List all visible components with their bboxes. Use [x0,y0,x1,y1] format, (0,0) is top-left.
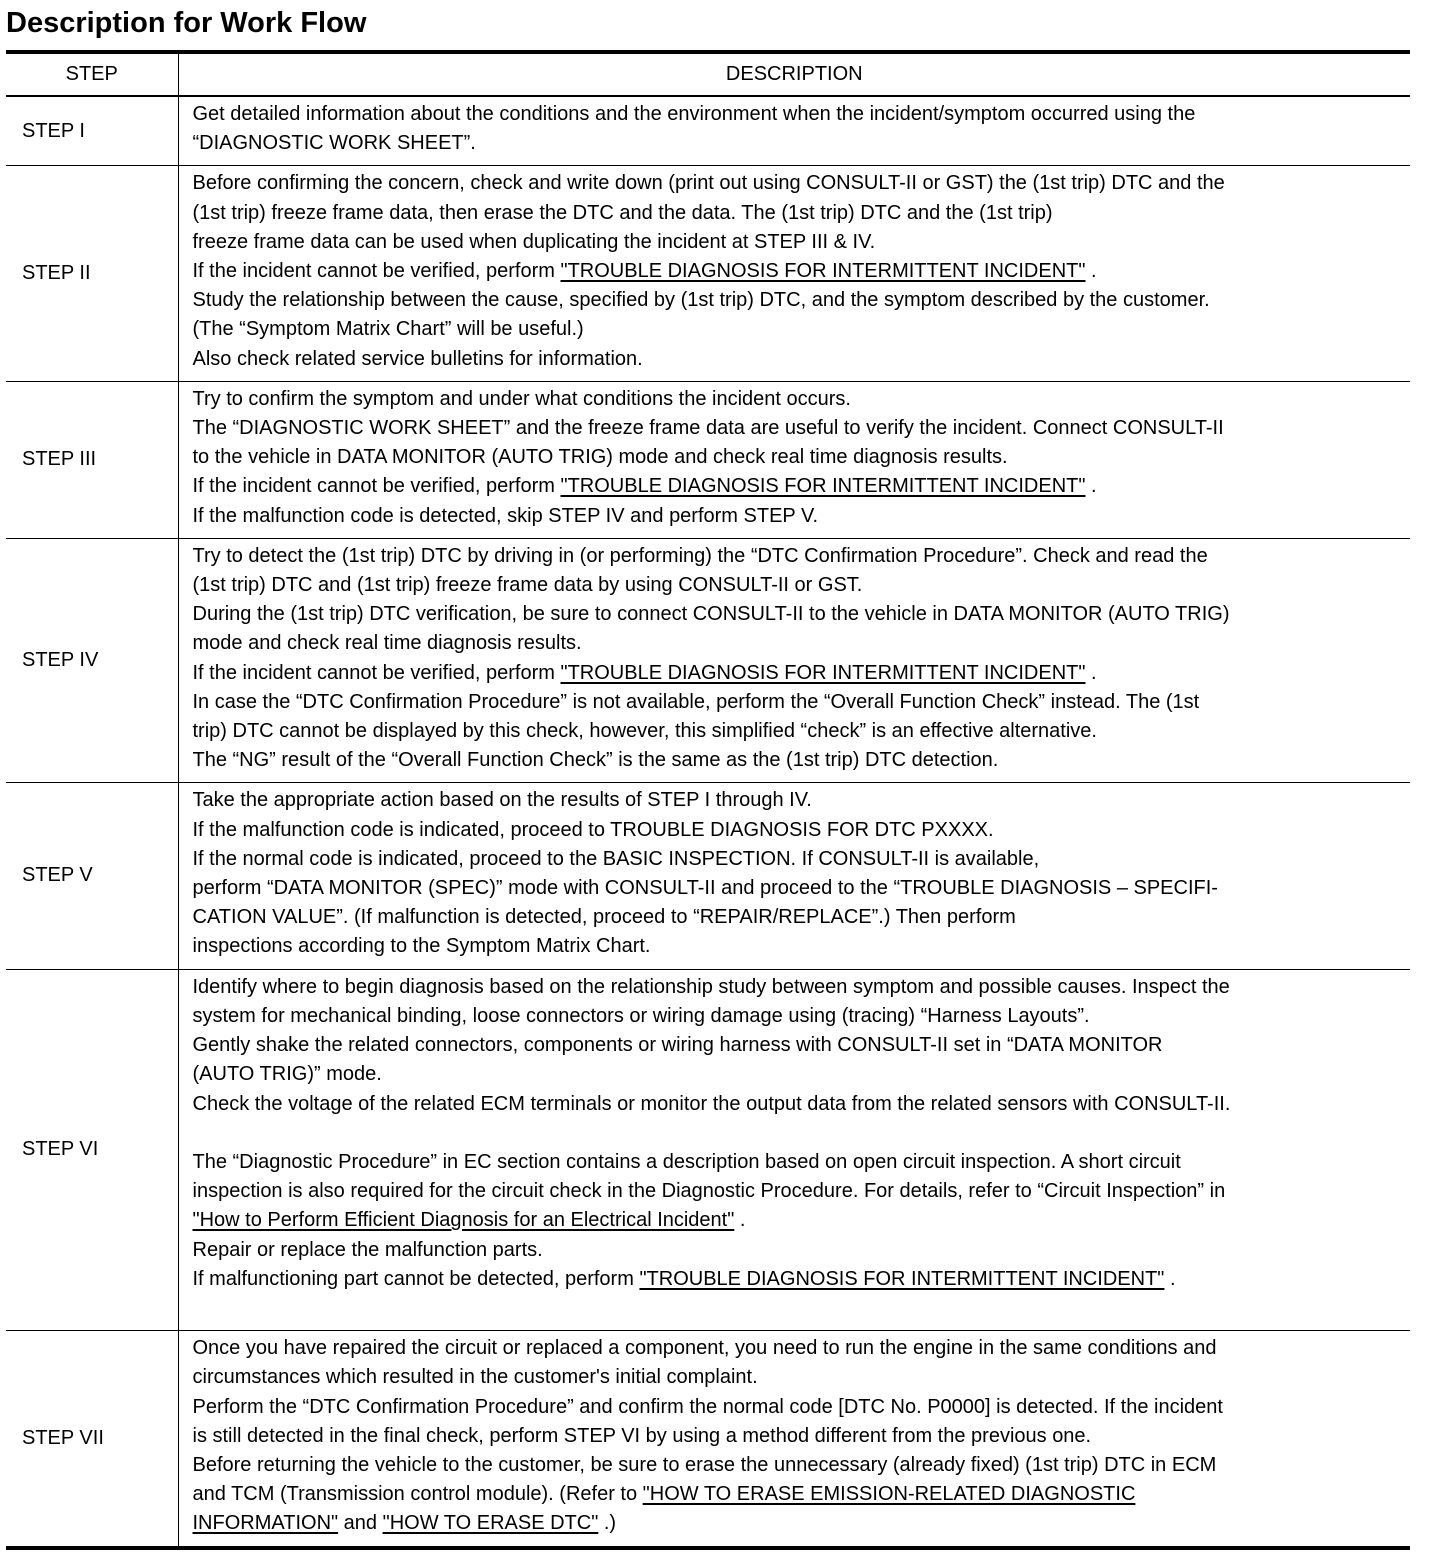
step-label: STEP III [6,381,178,538]
description-text: trip) DTC cannot be displayed by this check, however, this simplified “check” is an effective alternative. [192,720,1097,743]
description-line [193,228,1403,257]
description-text: Before returning the vehicle to the customer, be sure to erase the unnecessary (already fixed) (1st trip) DTC in ECM [192,1453,1217,1476]
description-text: The “Diagnostic Procedure” in EC section contains a description based on open circuit inspection. A short circuit [192,1150,1181,1173]
description-line [193,1090,1403,1119]
description-line [193,1177,1403,1206]
description-text: .) [598,1512,617,1535]
description-text: freeze frame data can be used when duplicating the incident at STEP III & IV. [192,230,876,253]
reference-link[interactable]: "HOW TO ERASE DTC" [382,1512,599,1535]
step-description [178,783,1410,969]
description-line [193,903,1403,932]
description-line [193,1002,1403,1031]
table-row [6,166,1410,381]
description-line [193,443,1403,472]
description-line [193,129,1403,158]
step-label: STEP I [6,96,178,166]
description-text: “DIAGNOSTIC WORK SHEET”. [192,132,476,155]
description-line [193,688,1403,717]
description-line [193,1363,1403,1392]
description-line [193,345,1403,374]
table-header [6,52,1410,96]
description-line [193,973,1403,1002]
description-text: Study the relationship between the cause, specified by (1st trip) DTC, and the symptom described by the customer. [192,289,1210,312]
description-line [193,169,1403,198]
step-description [178,969,1410,1330]
description-text: . [1085,260,1097,283]
description-line [193,571,1403,600]
description-text: inspections according to the Symptom Matrix Chart. [192,935,651,958]
description-line [193,257,1403,286]
description-text: Repair or replace the malfunction parts. [192,1238,543,1261]
step-description [178,1331,1410,1548]
description-text: Try to detect the (1st trip) DTC by driving in (or performing) the “DTC Confirmation Procedure”. Check and read the [192,544,1208,567]
description-line [193,932,1403,961]
reference-link[interactable]: INFORMATION" [192,1512,339,1535]
description-line [193,472,1403,501]
description-line [193,1480,1403,1509]
description-text: . [734,1209,746,1232]
description-text: If the incident cannot be verified, perform [192,661,561,684]
description-text: (AUTO TRIG)” mode. [192,1063,382,1086]
step-description [178,96,1410,166]
table-body [6,96,1410,1548]
step-description [178,166,1410,381]
table-row [6,783,1410,969]
table-row [6,1331,1410,1548]
description-line [193,1148,1403,1177]
description-text: and TCM (Transmission control module). (Refer to [192,1483,643,1506]
blank-line [193,1119,1403,1148]
header-step: STEP [6,52,178,96]
description-text: . [1085,661,1097,684]
table-row [6,969,1410,1330]
description-text: The “NG” result of the “Overall Function Check” is the same as the (1st trip) DTC detection. [192,749,999,772]
description-line [193,1060,1403,1089]
description-line [193,502,1403,531]
step-description [178,381,1410,538]
description-text: (1st trip) DTC and (1st trip) freeze frame data by using CONSULT-II or GST. [192,574,863,597]
table-row [6,96,1410,166]
description-text: In case the “DTC Confirmation Procedure” is not available, perform the “Overall Function Check” instead. The (1st [192,690,1200,713]
description-line [193,629,1403,658]
description-text: The “DIAGNOSTIC WORK SHEET” and the freeze frame data are useful to verify the incident. Connect CONSULT-II [192,417,1224,440]
description-line [193,1334,1403,1363]
description-line [193,100,1403,129]
description-text: CATION VALUE”. (If malfunction is detected, proceed to “REPAIR/REPLACE”.) Then perform [192,906,1016,929]
description-line [193,385,1403,414]
description-text: to the vehicle in DATA MONITOR (AUTO TRIG) mode and check real time diagnosis results. [192,446,1008,469]
header-description: DESCRIPTION [178,52,1410,96]
description-text: perform “DATA MONITOR (SPEC)” mode with CONSULT-II and proceed to the “TROUBLE DIAGNOSIS – SPECIFI- [192,877,1218,900]
step-label: STEP II [6,166,178,381]
step-description [178,538,1410,783]
blank-line [193,1294,1403,1323]
description-text: Once you have repaired the circuit or replaced a component, you need to run the engine in the same conditions and [192,1337,1217,1360]
description-line [193,816,1403,845]
description-text: Gently shake the related connectors, components or wiring harness with CONSULT-II set in “DATA MONITOR [192,1034,1163,1057]
description-text: If malfunctioning part cannot be detected, perform [192,1267,640,1290]
description-line [193,1206,1403,1235]
reference-link[interactable]: "HOW TO ERASE EMISSION-RELATED DIAGNOSTIC [642,1483,1136,1506]
description-text: system for mechanical binding, loose connectors or wiring damage using (tracing) “Harness Layouts”. [192,1004,1090,1027]
description-line [193,874,1403,903]
step-label: STEP VI [6,969,178,1330]
step-label: STEP VII [6,1331,178,1548]
description-text: Try to confirm the symptom and under what conditions the incident occurs. [192,387,851,410]
description-line [193,1451,1403,1480]
description-line [193,600,1403,629]
description-text: . [1085,475,1097,498]
description-line [193,717,1403,746]
description-line [193,1509,1403,1538]
description-text: If the incident cannot be verified, perform [192,260,561,283]
description-line [193,845,1403,874]
description-text: mode and check real time diagnosis results. [192,632,582,655]
step-label: STEP V [6,783,178,969]
reference-link[interactable]: "TROUBLE DIAGNOSIS FOR INTERMITTENT INCIDENT" [560,661,1086,684]
reference-link[interactable]: "How to Perform Efficient Diagnosis for an Electrical Incident" [192,1209,735,1232]
description-text: Take the appropriate action based on the results of STEP I through IV. [192,789,812,812]
description-line [193,786,1403,815]
description-line [193,542,1403,571]
description-text: If the normal code is indicated, proceed to the BASIC INSPECTION. If CONSULT-II is available, [192,847,1040,870]
description-line [193,1393,1403,1422]
description-text: If the malfunction code is detected, skip STEP IV and perform STEP V. [192,504,819,527]
description-text: Get detailed information about the conditions and the environment when the incident/symptom occurred using the [192,103,1196,125]
description-text: (1st trip) freeze frame data, then erase the DTC and the data. The (1st trip) DTC and the (1st trip) [192,201,1053,224]
description-text: Identify where to begin diagnosis based on the relationship study between symptom and possible causes. Inspect the [192,975,1230,998]
description-line [193,286,1403,315]
table-row [6,538,1410,783]
description-line [193,414,1403,443]
description-line [193,659,1403,688]
description-text: If the malfunction code is indicated, proceed to TROUBLE DIAGNOSIS FOR DTC PXXXX. [192,818,994,841]
description-line [193,315,1403,344]
description-line [193,1265,1403,1294]
description-line [193,1031,1403,1060]
work-flow-table [6,50,1410,1550]
description-text: During the (1st trip) DTC verification, be sure to connect CONSULT-II to the vehicle in DATA MONITOR (AUTO TRIG) [192,603,1230,626]
description-line [193,1236,1403,1265]
description-text: (The “Symptom Matrix Chart” will be useful.) [192,318,584,341]
description-text: If the incident cannot be verified, perform [192,475,561,498]
reference-link[interactable]: "TROUBLE DIAGNOSIS FOR INTERMITTENT INCIDENT" [560,475,1086,498]
description-text: Perform the “DTC Confirmation Procedure” and confirm the normal code [DTC No. P0000] is detected. If the incident [192,1395,1223,1418]
step-label: STEP IV [6,538,178,783]
description-text: is still detected in the final check, perform STEP VI by using a method different from the previous one. [192,1424,1092,1447]
description-text: . [1164,1267,1176,1290]
page-title: Description for Work Flow [6,7,367,39]
description-text: inspection is also required for the circuit check in the Diagnostic Procedure. For details, refer to “Circuit Inspection” in [192,1180,1226,1203]
description-text: Check the voltage of the related ECM terminals or monitor the output data from the related sensors with CONSULT-II. [192,1092,1231,1115]
description-line [193,1422,1403,1451]
description-text: and [338,1512,383,1535]
table-row [6,381,1410,538]
description-text: Also check related service bulletins for information. [192,347,643,370]
header-row [6,52,1410,96]
description-line [193,199,1403,228]
reference-link[interactable]: "TROUBLE DIAGNOSIS FOR INTERMITTENT INCIDENT" [639,1267,1165,1290]
description-text: Before confirming the concern, check and write down (print out using CONSULT-II or GST) the (1st trip) DTC and the [192,172,1225,195]
description-line [193,746,1403,775]
reference-link[interactable]: "TROUBLE DIAGNOSIS FOR INTERMITTENT INCIDENT" [560,260,1086,283]
description-text: circumstances which resulted in the customer's initial complaint. [192,1366,758,1389]
